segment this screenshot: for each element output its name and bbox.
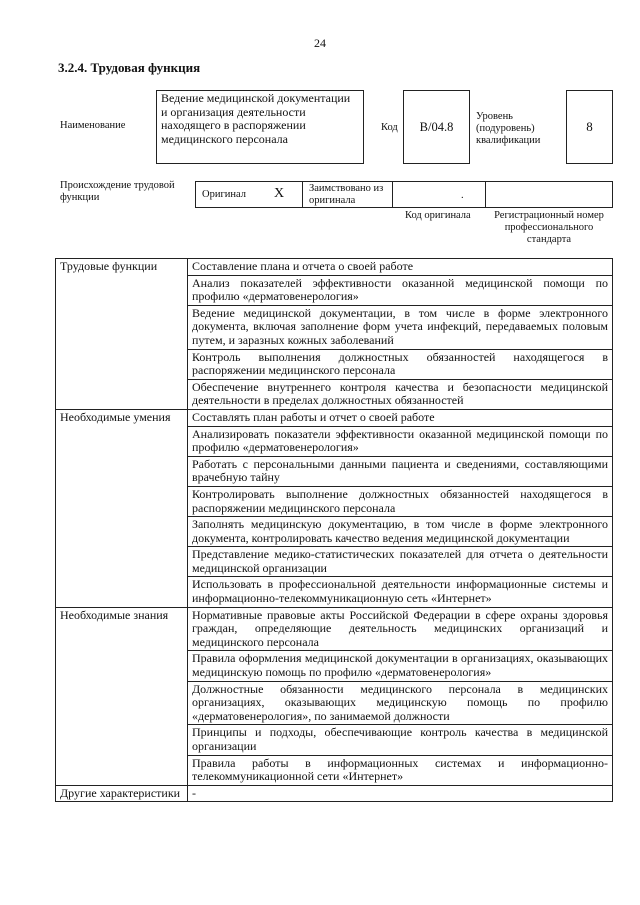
origin-registration-cell: [486, 182, 612, 207]
page-number: 24: [314, 36, 326, 50]
category-cell: Другие характеристики: [56, 785, 188, 802]
item-cell: Нормативные правовые акты Российской Федерации в сфере охраны здоровья граждан, определяющие деятельность медицинских организаций и медицинского персонала: [188, 607, 613, 651]
item-cell: Представление медико-статистических показателей для отчета о деятельности медицинской организации: [188, 547, 613, 577]
item-cell: Обеспечение внутреннего контроля качества и безопасности медицинской деятельности в пределах должностных обязанностей: [188, 379, 613, 409]
item-cell: Правила работы в информационных системах и информационно-телекоммуникационной сети «Интернет»: [188, 755, 613, 785]
item-cell: Правила оформления медицинской документации в организациях, оказывающих медицинскую помощь по профилю «дерматовенерология»: [188, 651, 613, 681]
item-cell: Контроль выполнения должностных обязанностей находящегося в распоряжении медицинского персонала: [188, 349, 613, 379]
item-cell: Должностные обязанности медицинского персонала в медицинских организациях, оказывающих медицинскую помощь по профилю «дерматовенерология», по занимаемой должности: [188, 681, 613, 725]
origin-original-cell: [196, 182, 303, 207]
item-cell: Работать с персональными данными пациента и сведениями, составляющими врачебную тайну: [188, 456, 613, 486]
function-name-box: [156, 90, 364, 164]
borrowed-label: Заимствовано из оригинала: [309, 183, 384, 206]
original-mark: X: [274, 186, 285, 201]
function-name-value: Ведение медицинской документации и организация деятельности находящего в распоряжении медицинского персонала: [161, 91, 351, 146]
table-row: [56, 785, 613, 802]
category-cell: Необходимые умения: [56, 409, 188, 607]
level-label: Уровень (подуровень) квалификации: [476, 111, 541, 146]
origin-dot: .: [461, 190, 464, 201]
origin-label: Происхождение трудовой функции: [60, 180, 175, 203]
original-code-caption: Код оригинала: [405, 210, 471, 221]
origin-borrowed-cell: [303, 182, 393, 207]
name-label: Наименование: [60, 120, 126, 131]
origin-code-cell: [393, 182, 486, 207]
function-table: [55, 258, 613, 802]
item-cell: Контролировать выполнение должностных обязанностей находящегося в распоряжении медицинского персонала: [188, 486, 613, 516]
category-cell: Необходимые знания: [56, 607, 188, 785]
code-box: [403, 90, 470, 164]
registration-caption: Регистрационный номер профессионального стандарта: [494, 210, 604, 245]
item-cell: Составлять план работы и отчет о своей работе: [188, 409, 613, 426]
category-cell: Трудовые функции: [56, 259, 188, 410]
original-label: Оригинал: [202, 189, 246, 200]
table-row: [56, 607, 613, 651]
table-row: [56, 409, 613, 426]
item-cell: -: [188, 785, 613, 802]
level-box: [566, 90, 613, 164]
code-value: B/04.8: [419, 119, 454, 134]
item-cell: Заполнять медицинскую документацию, в том числе в форме электронного документа, контролировать качество ведения медицинской документации: [188, 517, 613, 547]
item-cell: Анализировать показатели эффективности оказанной медицинской помощи по профилю «дерматовенерология»: [188, 426, 613, 456]
origin-row: [195, 181, 613, 208]
section-title: 3.2.4. Трудовая функция: [58, 60, 201, 75]
item-cell: Анализ показателей эффективности оказанной медицинской помощи по профилю «дерматовенерология»: [188, 275, 613, 305]
item-cell: Использовать в профессиональной деятельности информационные системы и информационно-телекоммуникационную сеть «Интернет»: [188, 577, 613, 607]
item-cell: Принципы и подходы, обеспечивающие контроль качества в медицинской организации: [188, 725, 613, 755]
item-cell: Ведение медицинской документации, в том числе в форме электронного документа, включая заполнение форм учета инфекций, передаваемых половым путем, и заразных кожных заболеваний: [188, 305, 613, 349]
table-row: [56, 259, 613, 276]
code-label: Код: [381, 122, 398, 133]
item-cell: Составление плана и отчета о своей работе: [188, 259, 613, 276]
level-value: 8: [586, 119, 593, 134]
